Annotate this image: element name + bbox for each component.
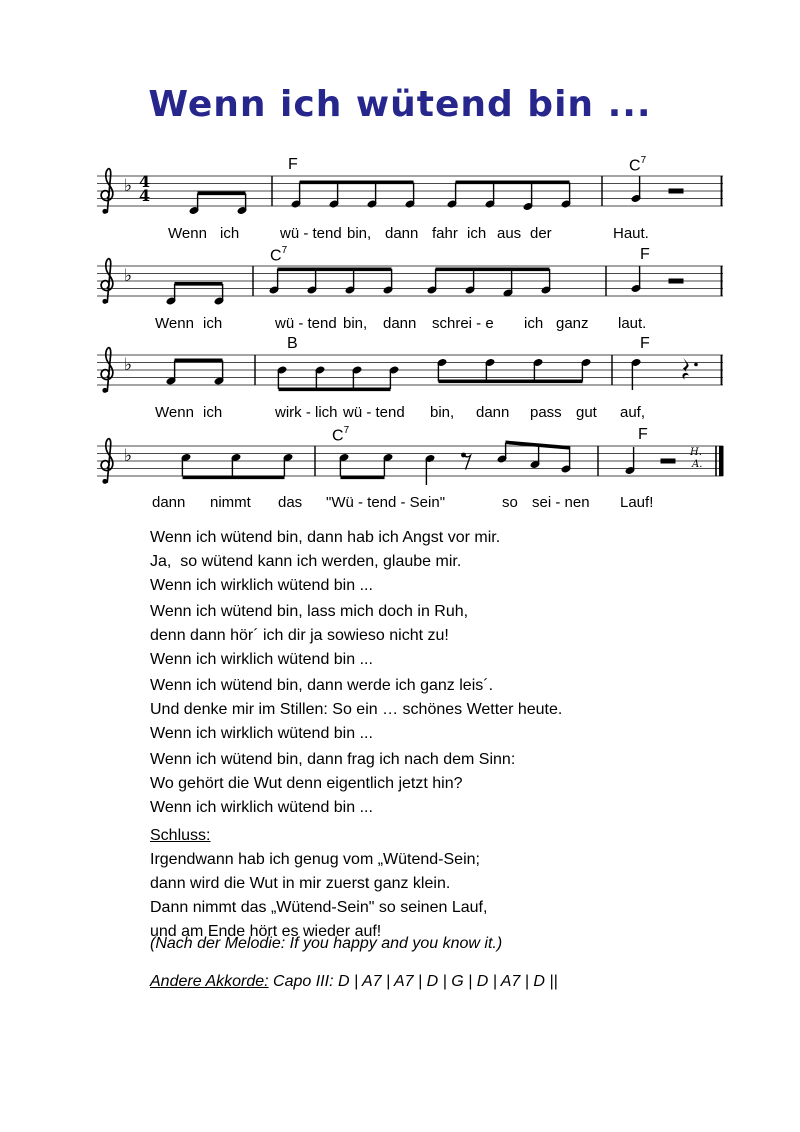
rest-dot (694, 363, 698, 367)
verse-1: Wenn ich wütend bin, dann hab ich Angst vor mir. Ja, so wütend kann ich werden, glaube mir. Wenn ich wirklich wütend bin ... (150, 529, 501, 594)
verse-3: Wenn ich wütend bin, dann werde ich ganz leis´. Und denke mir im Stillen: So ein … schönes Wetter heute. Wenn ich wirklich wütend bin ... (150, 677, 563, 742)
alternate-chords-text: Capo III: D | A7 | A7 | D | G | D | A7 | D || (268, 973, 558, 990)
verse-2: Wenn ich wütend bin, lass mich doch in Ruh, denn dann hör´ ich dir ja sowieso nicht zu! Wenn ich wirklich wütend bin ... (150, 603, 469, 668)
lyric-syllable: fahr (432, 225, 458, 242)
lyric-syllable: bin, (343, 315, 368, 332)
beam (456, 181, 570, 185)
lyric-syllable: Wenn (155, 315, 194, 332)
lyric-syllable: ich (524, 315, 544, 332)
lyric-syllable: aus (497, 225, 522, 242)
credit-initial-bottom: A. (692, 459, 703, 470)
chord-symbol: B (287, 335, 298, 352)
lyric-syllable: ich (467, 225, 487, 242)
lyric-syllable: dann (152, 494, 186, 511)
chord-symbol: F (288, 156, 298, 173)
lyric-syllable: ich (220, 225, 240, 242)
lyric-syllable: Lauf! (620, 494, 654, 511)
flat-key-signature: ♭ (124, 266, 133, 286)
lyric-syllable: wü - tend (280, 225, 342, 242)
beam (198, 192, 246, 196)
lyric-syllable: auf, (620, 404, 646, 421)
lyric-syllable: pass (530, 404, 562, 421)
time-signature: 4 4 (139, 172, 151, 205)
schluss-heading: Schluss: (150, 827, 211, 844)
lyric-syllable: wü - tend (343, 404, 405, 421)
lyric-syllable: schrei - e (432, 315, 494, 332)
lyric-syllable: ich (203, 404, 223, 421)
lyric-syllable: dann (383, 315, 417, 332)
beam (279, 388, 391, 392)
beam (436, 268, 550, 272)
lyric-syllable: der (530, 225, 552, 242)
chord-symbol: $C^7$ (270, 245, 288, 265)
beam (341, 476, 385, 480)
lyric-syllable: laut. (618, 315, 647, 332)
half-rest (669, 189, 684, 194)
lyric-syllable: so (502, 494, 518, 511)
lyric-syllable: "Wü - tend - Sein" (326, 494, 446, 511)
lyric-syllable: nimmt (210, 494, 251, 511)
chord-symbol: $C^7$ (629, 155, 647, 175)
beam (175, 282, 223, 286)
beam (506, 441, 570, 450)
beam (175, 359, 223, 363)
lyric-syllable: das (278, 494, 303, 511)
lyric-syllable: bin, (347, 225, 372, 242)
final-thick-barline (719, 446, 724, 476)
lyric-syllable: Haut. (613, 225, 649, 242)
flat-key-signature: ♭ (124, 176, 133, 196)
alternate-chords-note (150, 972, 558, 992)
chord-symbol: F (640, 246, 650, 263)
chord-symbol: F (640, 335, 650, 352)
melody-source-note: (Nach der Melodie: If you happy and you know it.) (150, 935, 503, 952)
alternate-chords-label: Andere Akkorde: (150, 973, 269, 990)
lyric-syllable: Wenn (168, 225, 207, 242)
lyric-syllable: dann (476, 404, 510, 421)
chord-symbol: F (638, 426, 648, 443)
page-title: Wenn ich wütend bin ... (148, 84, 652, 125)
flat-key-signature: ♭ (124, 355, 133, 375)
lyric-syllable: bin, (430, 404, 455, 421)
beam (183, 476, 285, 480)
lyric-syllable: gut (576, 404, 597, 421)
lyric-syllable: ich (203, 315, 223, 332)
lyric-syllable: wirk - lich (275, 404, 338, 421)
chord-symbol: $C^7$ (332, 425, 350, 445)
lyric-syllable: ganz (556, 315, 589, 332)
eighth-rest-flag (464, 455, 471, 470)
verse-4: Wenn ich wütend bin, dann frag ich nach dem Sinn: Wo gehört die Wut denn eigentlich jetzt hin? Wenn ich wirklich wütend bin ... (150, 751, 516, 816)
half-rest (669, 279, 684, 284)
lyric-syllable: wü - tend (275, 315, 337, 332)
schluss-section: Schluss: Irgendwann hab ich genug vom „Wütend-Sein; dann wird die Wut in mir zuerst ganz klein. Dann nimmt das „Wütend-Sein" so seinen Lauf, und am Ende hört es wieder auf! (150, 827, 488, 940)
lyric-syllable: dann (385, 225, 419, 242)
beam (300, 181, 414, 185)
lyric-syllable: Wenn (155, 404, 194, 421)
flat-key-signature: ♭ (124, 446, 133, 466)
credit-initial-top: H. (690, 447, 702, 458)
lyric-syllable: sei - nen (532, 494, 590, 511)
half-rest (661, 459, 676, 464)
quarter-rest (682, 358, 689, 380)
beam (439, 380, 583, 384)
beam (278, 268, 392, 272)
